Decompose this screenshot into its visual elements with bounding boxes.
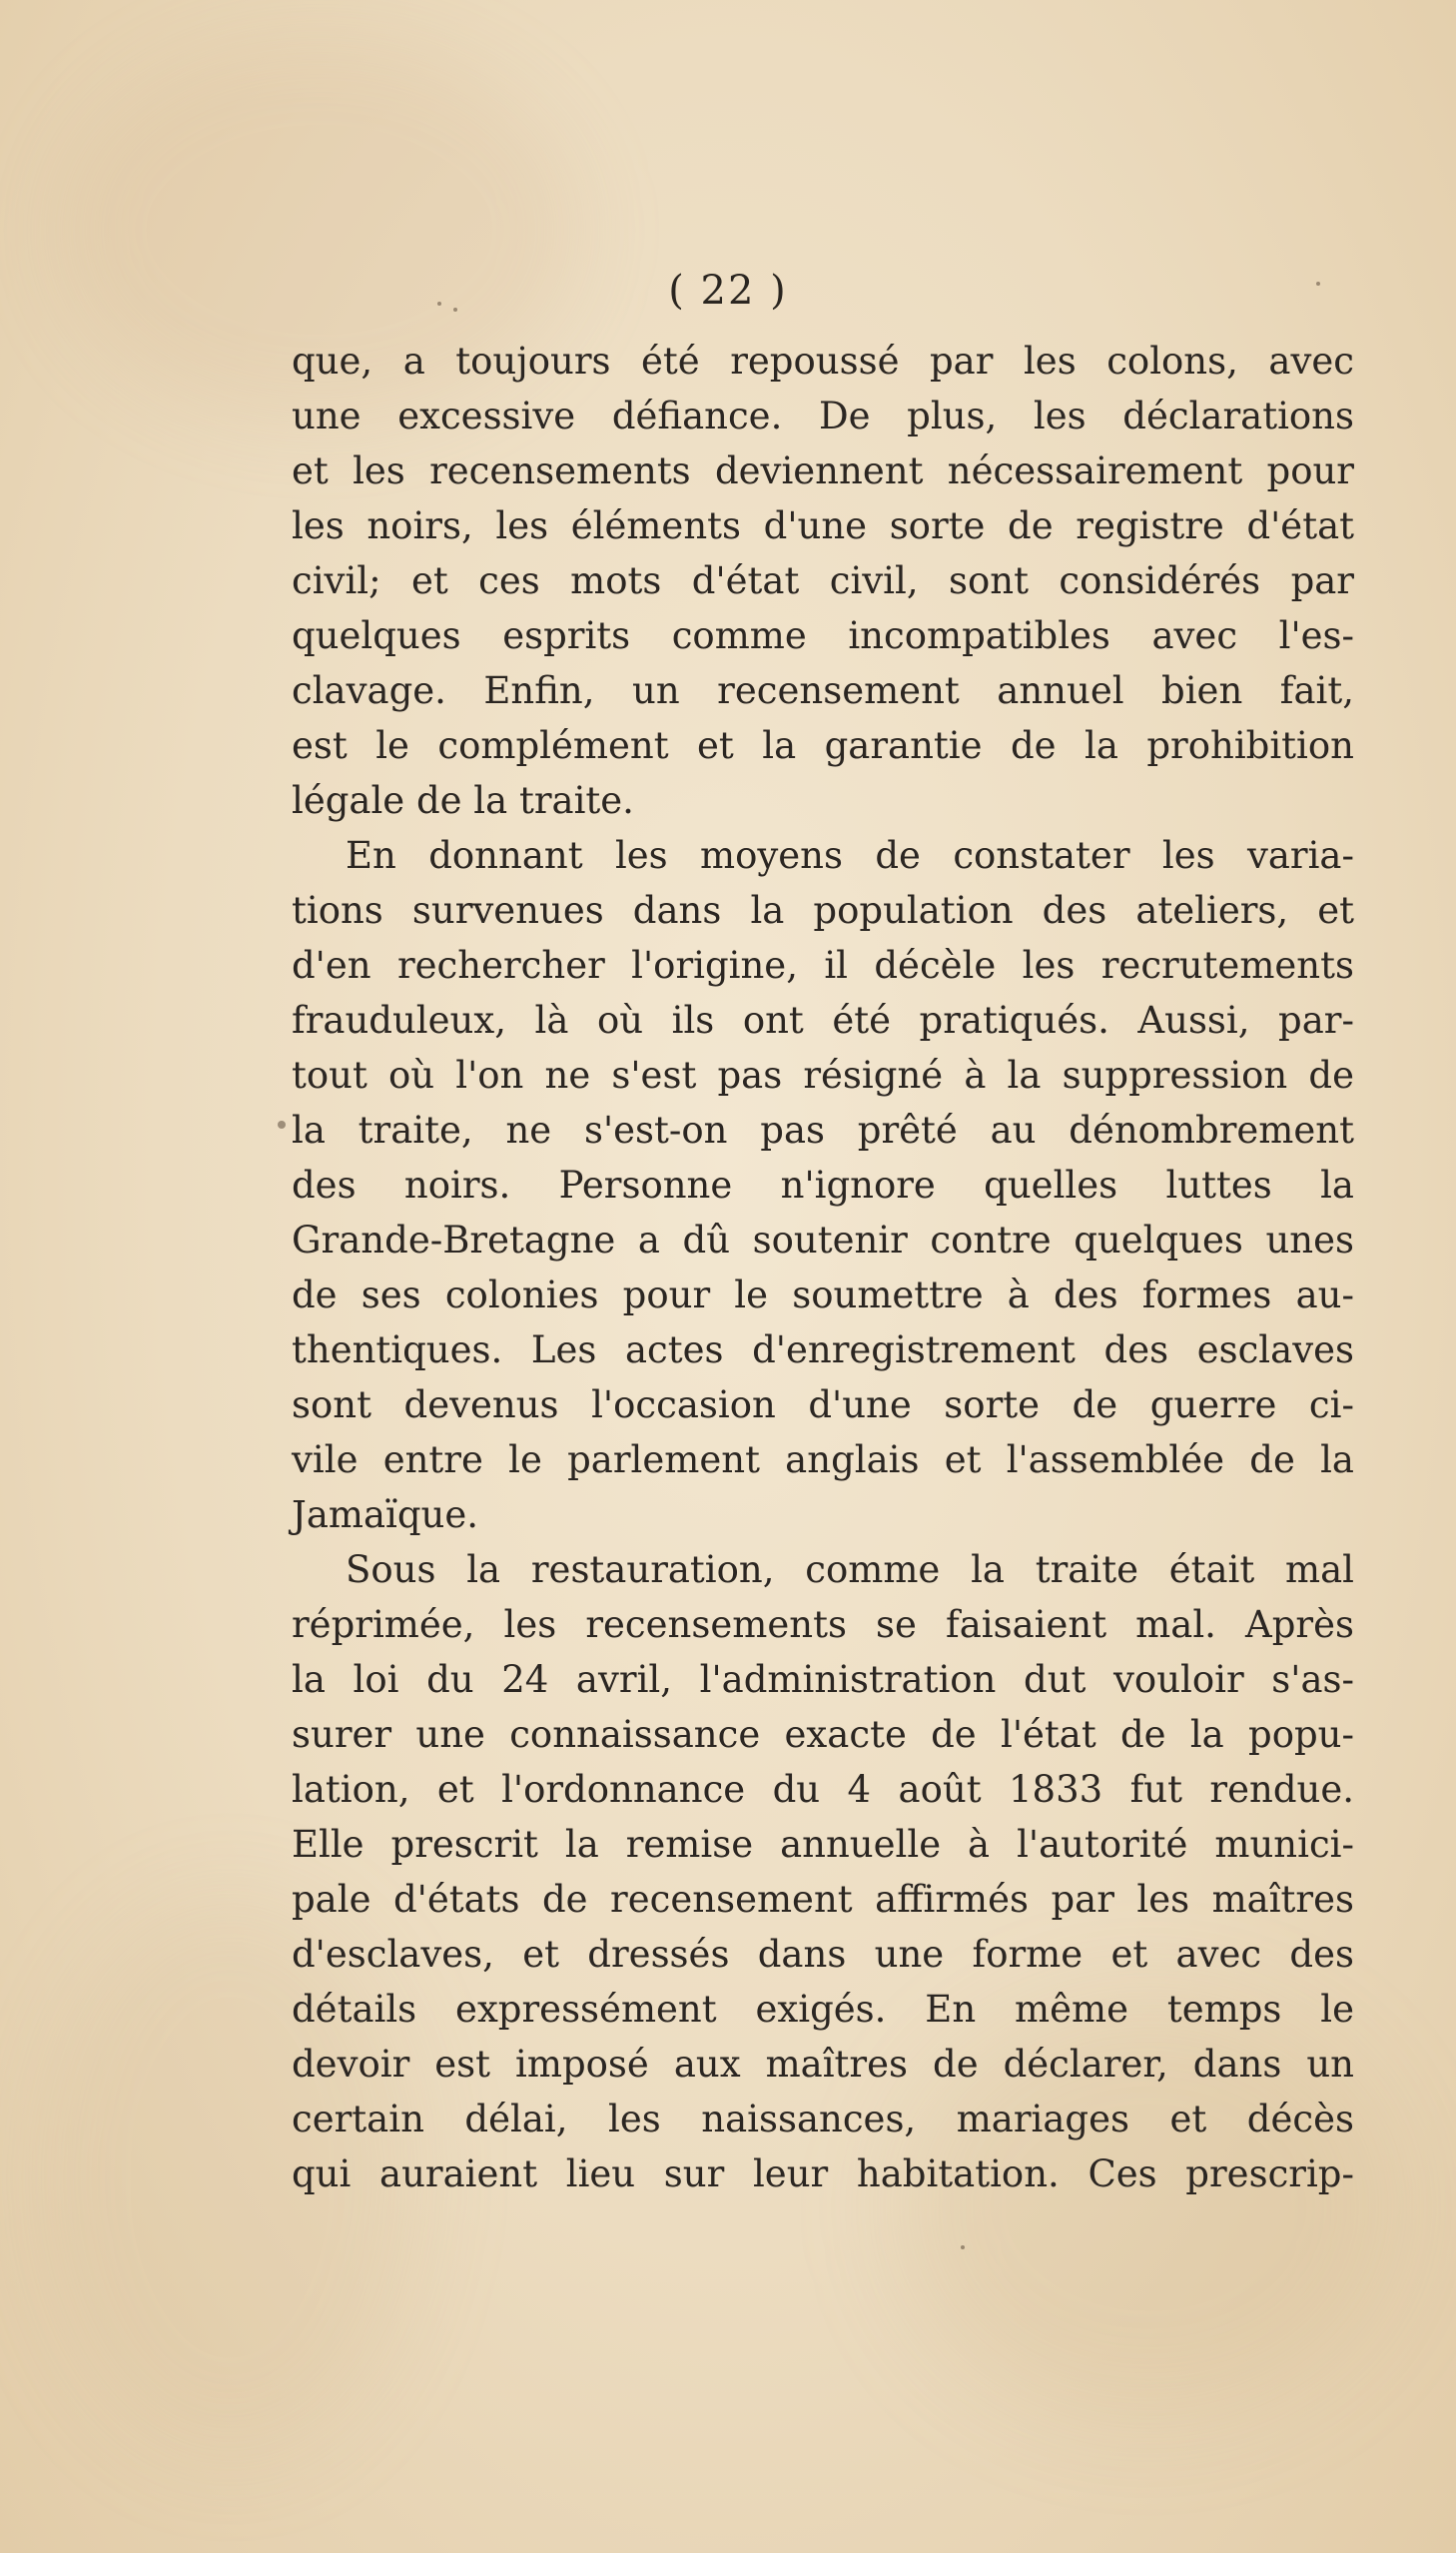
- text-line: En donnant les moyens de constater les varia-: [346, 834, 1354, 877]
- ink-speck: [961, 2245, 965, 2249]
- text-line: Elle prescrit la remise annuelle à l'autorité munici-: [292, 1823, 1354, 1866]
- text-line: des noirs. Personne n'ignore quelles luttes la: [292, 1164, 1354, 1207]
- text-line: pale d'états de recensement affirmés par les maîtres: [292, 1878, 1354, 1921]
- text-line: quelques esprits comme incompatibles avec l'es-: [292, 614, 1354, 657]
- text-line: sont devenus l'occasion d'une sorte de guerre ci-: [292, 1383, 1354, 1426]
- text-line: lation, et l'ordonnance du 4 août 1833 fut rendue.: [292, 1768, 1354, 1811]
- text-line: de ses colonies pour le soumettre à des formes au-: [292, 1274, 1354, 1316]
- text-line: Grande-Bretagne a dû soutenir contre quelques unes: [292, 1219, 1354, 1262]
- text-line: surer une connaissance exacte de l'état de la popu-: [292, 1713, 1354, 1756]
- text-line: d'en rechercher l'origine, il décèle les recrutements: [292, 944, 1354, 987]
- text-line: frauduleux, là où ils ont été pratiqués. Aussi, par-: [292, 999, 1354, 1042]
- text-line: est le complément et la garantie de la prohibition: [292, 724, 1354, 767]
- text-line: civil; et ces mots d'état civil, sont considérés par: [292, 559, 1354, 602]
- text-line: légale de la traite.: [292, 779, 634, 822]
- text-line: devoir est imposé aux maîtres de déclarer, dans un: [292, 2043, 1354, 2086]
- text-line: que, a toujours été repoussé par les colons, avec: [292, 340, 1354, 383]
- text-line: les noirs, les éléments d'une sorte de registre d'état: [292, 504, 1354, 547]
- page-number: ( 22 ): [668, 268, 788, 314]
- text-line: la traite, ne s'est-on pas prêté au dénombrement: [292, 1109, 1354, 1152]
- text-line: d'esclaves, et dressés dans une forme et avec des: [292, 1933, 1354, 1976]
- ink-speck: [278, 1121, 286, 1129]
- text-line: qui auraient lieu sur leur habitation. Ces prescrip-: [292, 2152, 1354, 2195]
- text-line: une excessive défiance. De plus, les déclarations: [292, 395, 1354, 437]
- text-line: et les recensements deviennent nécessairement pour: [292, 449, 1354, 492]
- text-line: clavage. Enfin, un recensement annuel bien fait,: [292, 669, 1354, 712]
- text-line: thentiques. Les actes d'enregistrement des esclaves: [292, 1328, 1354, 1371]
- text-line: Jamaïque.: [292, 1493, 479, 1536]
- text-line: détails expressément exigés. En même temps le: [292, 1988, 1354, 2031]
- text-line: tions survenues dans la population des ateliers, et: [292, 889, 1354, 932]
- text-line: vile entre le parlement anglais et l'assemblée de la: [292, 1438, 1354, 1481]
- body-text: [292, 334, 1354, 2201]
- text-line: Sous la restauration, comme la traite était mal: [346, 1548, 1354, 1591]
- text-line: la loi du 24 avril, l'administration dut vouloir s'as-: [292, 1658, 1354, 1701]
- text-line: réprimée, les recensements se faisaient mal. Après: [292, 1603, 1354, 1646]
- text-line: certain délai, les naissances, mariages et décès: [292, 2098, 1354, 2140]
- text-line: tout où l'on ne s'est pas résigné à la suppression de: [292, 1054, 1354, 1097]
